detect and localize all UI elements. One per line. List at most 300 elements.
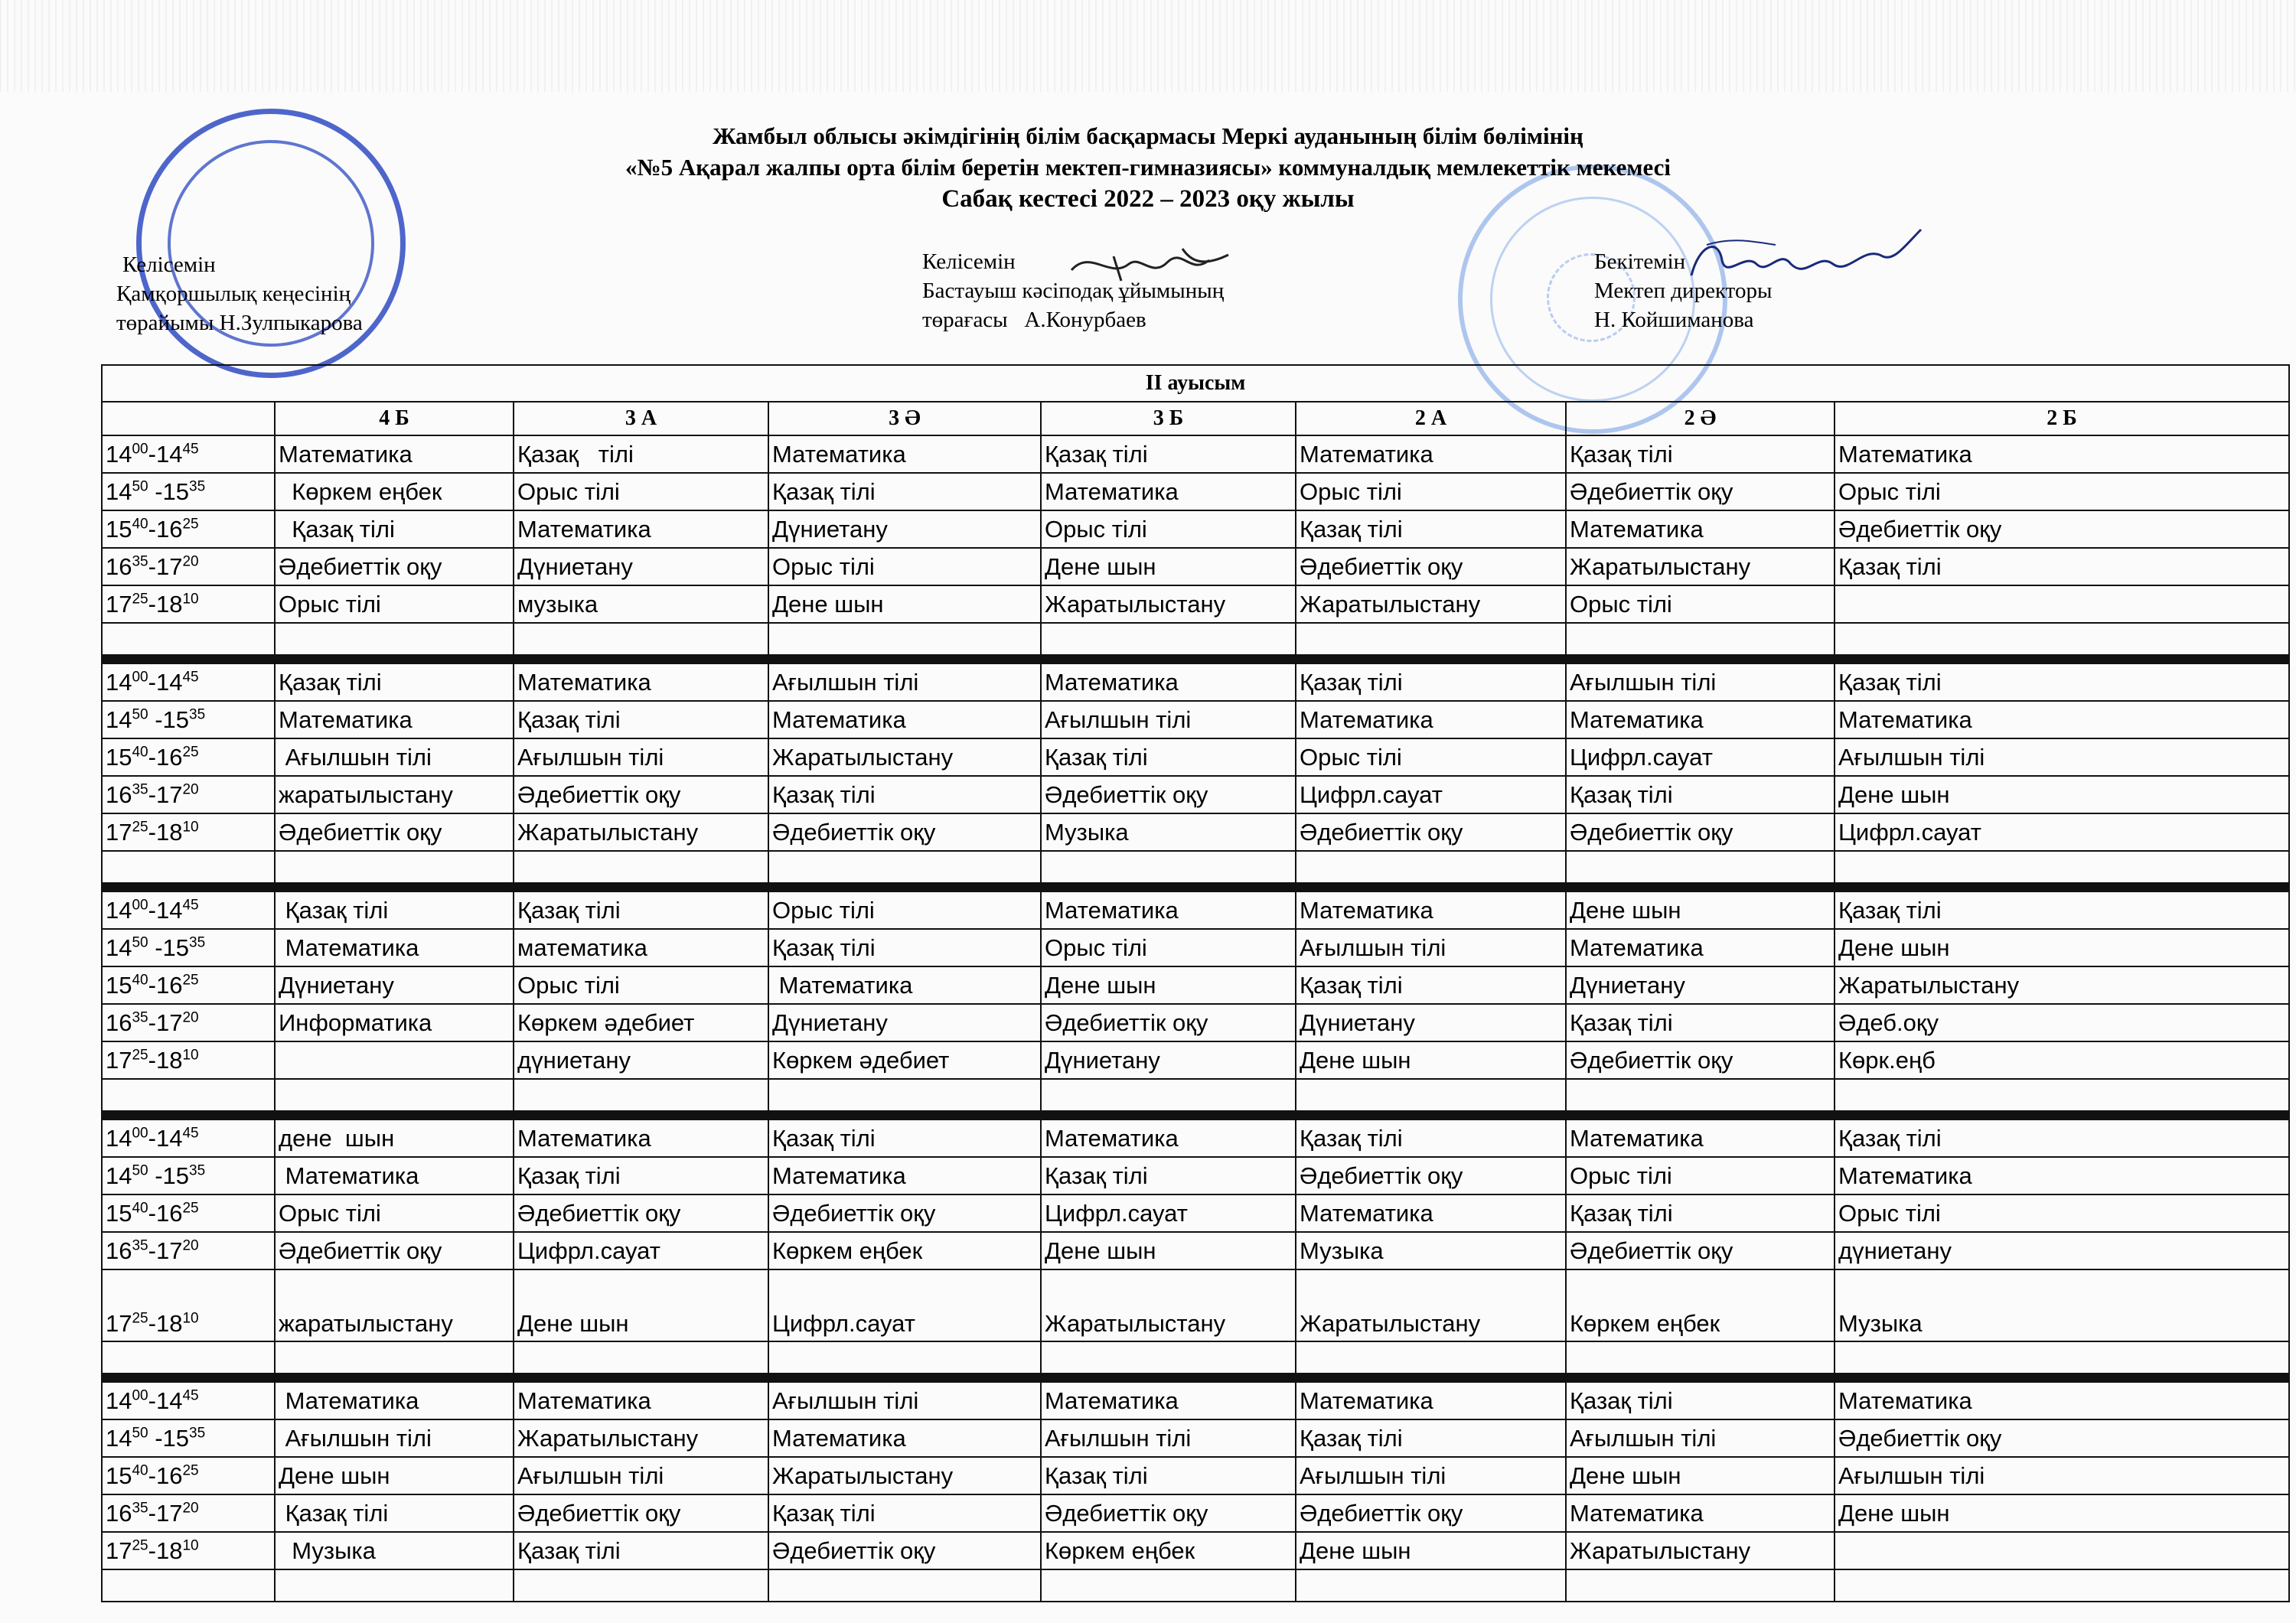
subject-cell: дүниетану: [1835, 1232, 2289, 1269]
subject-cell: Дүниетану: [275, 966, 514, 1004]
subject-cell: Математика: [1566, 1119, 1835, 1157]
subject-cell: Қазақ тілі: [1041, 1157, 1296, 1194]
subject-cell: Математика: [275, 435, 514, 473]
lesson-row: [102, 663, 2289, 701]
center-role-label: төрағасы: [922, 308, 1008, 332]
subject-cell: Дүниетану: [768, 1004, 1041, 1041]
subject-cell: Қазақ тілі: [1566, 1382, 1835, 1419]
timetable-title: Сабақ кестесі 2022 – 2023 оқу жылы: [941, 185, 1355, 213]
subject-cell: Математика: [1835, 1157, 2289, 1194]
subject-cell: Математика: [768, 1419, 1041, 1457]
subject-cell: Жаратылыстану: [1835, 966, 2289, 1004]
right-position-label: Мектеп директоры: [1594, 279, 1773, 303]
class-column-header: 2 Ә: [1566, 402, 1835, 435]
subject-cell: Әдебиеттік оқу: [1041, 776, 1296, 813]
empty-cell: [1566, 851, 1835, 883]
subject-cell: Математика: [768, 1157, 1041, 1194]
empty-cell: [514, 851, 768, 883]
subject-cell: Дене шын: [1296, 1532, 1566, 1569]
timetable: [101, 364, 2290, 1602]
subject-cell: Математика: [514, 1382, 768, 1419]
time-slot-cell: $14^{50}$ $-15^{35}$: [102, 473, 275, 510]
subject-cell: Әдебиеттік оқу: [1296, 548, 1566, 585]
subject-cell: Әдебиеттік оқу: [1835, 510, 2289, 548]
subject-cell: Әдебиеттік оқу: [1041, 1494, 1296, 1532]
subject-cell: Қазақ тілі: [1041, 1457, 1296, 1494]
subject-cell: Қазақ тілі: [768, 1119, 1041, 1157]
subject-cell: Орыс тілі: [768, 548, 1041, 585]
subject-cell: Орыс тілі: [1041, 929, 1296, 966]
subject-cell: Әдебиеттік оқу: [1296, 1157, 1566, 1194]
subject-cell: Дене шын: [1296, 1041, 1566, 1079]
lesson-row: [102, 738, 2289, 776]
time-slot-cell: $14^{50}$ $-15^{35}$: [102, 1157, 275, 1194]
subject-cell: Қазақ тілі: [275, 663, 514, 701]
empty-cell: [275, 851, 514, 883]
subject-cell: Музыка: [275, 1532, 514, 1569]
time-slot-cell: $17^{25}-18^{10}$: [102, 585, 275, 623]
empty-cell: [1041, 1569, 1296, 1602]
subject-cell: Әдебиеттік оқу: [1296, 1494, 1566, 1532]
lesson-row: [102, 1157, 2289, 1194]
class-column-header: 4 Б: [275, 402, 514, 435]
subject-cell: Математика: [1296, 701, 1566, 738]
lesson-row: [102, 813, 2289, 851]
time-slot-cell: $17^{25}-18^{10}$: [102, 1041, 275, 1079]
director-signature-image: [1684, 222, 1929, 298]
time-slot-cell: $14^{50}$ $-15^{35}$: [102, 701, 275, 738]
subject-cell: Цифрл.сауат: [1835, 813, 2289, 851]
time-slot-cell: $15^{40}-16^{25}$: [102, 1457, 275, 1494]
empty-cell: [275, 623, 514, 655]
empty-cell: [102, 1569, 275, 1602]
empty-cell: [1041, 1079, 1296, 1111]
subject-cell: Дене шын: [1835, 1494, 2289, 1532]
subject-cell: Дене шын: [1835, 929, 2289, 966]
subject-cell: Математика: [1041, 891, 1296, 929]
subject-cell: Математика: [1041, 1119, 1296, 1157]
time-slot-cell: $15^{40}-16^{25}$: [102, 510, 275, 548]
subject-cell: Цифрл.сауат: [514, 1232, 768, 1269]
subject-cell: Орыс тілі: [275, 585, 514, 623]
subject-cell: Жаратылыстану: [514, 813, 768, 851]
subject-cell: Математика: [1566, 510, 1835, 548]
empty-cell: [1835, 623, 2289, 655]
subject-cell: Ағылшын тілі: [1041, 701, 1296, 738]
subject-cell: Қазақ тілі: [768, 1494, 1041, 1532]
subject-cell: Әдебиеттік оқу: [768, 1532, 1041, 1569]
subject-cell: дүниетану: [514, 1041, 768, 1079]
time-slot-cell: $17^{25}-18^{10}$: [102, 1532, 275, 1569]
subject-cell: Қазақ тілі: [1566, 435, 1835, 473]
empty-cell: [1041, 1341, 1296, 1374]
subject-cell: Қазақ тілі: [1296, 663, 1566, 701]
subject-cell: Математика: [1835, 701, 2289, 738]
subject-cell: Орыс тілі: [1566, 1157, 1835, 1194]
subject-cell: Математика: [1296, 891, 1566, 929]
subject-cell: Көркем еңбек: [768, 1232, 1041, 1269]
subject-cell: Көркем әдебиет: [514, 1004, 768, 1041]
subject-cell: Ағылшын тілі: [514, 738, 768, 776]
day-separator: [102, 655, 2289, 663]
empty-cell: [1835, 1569, 2289, 1602]
subject-cell: Математика: [768, 701, 1041, 738]
subject-cell: Ағылшын тілі: [1835, 738, 2289, 776]
subject-cell: Көркем еңбек: [1041, 1532, 1296, 1569]
time-slot-cell: $14^{50}$ $-15^{35}$: [102, 929, 275, 966]
empty-cell: [1296, 1079, 1566, 1111]
time-slot-cell: $14^{50}$ $-15^{35}$: [102, 1419, 275, 1457]
subject-cell: Орыс тілі: [1296, 473, 1566, 510]
subject-cell: Ағылшын тілі: [1835, 1457, 2289, 1494]
subject-cell: Қазақ тілі: [514, 701, 768, 738]
time-slot-cell: $14^{00}-14^{45}$: [102, 1119, 275, 1157]
lesson-row: [102, 1457, 2289, 1494]
subject-cell: Қазақ тілі: [1296, 1419, 1566, 1457]
time-slot-cell: $14^{00}-14^{45}$: [102, 1382, 275, 1419]
lesson-row: [102, 1419, 2289, 1457]
subject-cell: Математика: [275, 701, 514, 738]
subject-cell: Орыс тілі: [1835, 473, 2289, 510]
shift-label: II ауысым: [102, 365, 2289, 402]
subject-cell: Математика: [275, 929, 514, 966]
lesson-row: [102, 891, 2289, 929]
subject-cell: Жаратылыстану: [1041, 585, 1296, 623]
subject-cell: математика: [514, 929, 768, 966]
subject-cell: Цифрл.сауат: [1041, 1194, 1296, 1232]
empty-cell: [275, 1079, 514, 1111]
subject-cell: Қазақ тілі: [1296, 510, 1566, 548]
lesson-row: [102, 776, 2289, 813]
subject-cell: Орыс тілі: [1566, 585, 1835, 623]
lesson-row: [102, 1041, 2289, 1079]
lesson-row: [102, 1004, 2289, 1041]
subject-cell: Әдебиеттік оқу: [1566, 813, 1835, 851]
time-slot-cell: $14^{00}-14^{45}$: [102, 663, 275, 701]
subject-cell: Қазақ тілі: [1296, 966, 1566, 1004]
subject-cell: Дене шын: [1041, 1232, 1296, 1269]
class-column-header: 3 Б: [1041, 402, 1296, 435]
empty-row: [102, 623, 2289, 655]
class-column-header: 2 А: [1296, 402, 1566, 435]
subject-cell: Қазақ тілі: [275, 1494, 514, 1532]
subject-cell: Математика: [514, 1119, 768, 1157]
subject-cell: Математика: [1566, 701, 1835, 738]
empty-row: [102, 1341, 2289, 1374]
subject-cell: Ағылшын тілі: [275, 738, 514, 776]
subject-cell: Орыс тілі: [1041, 510, 1296, 548]
subject-cell: Әдебиеттік оқу: [1566, 473, 1835, 510]
empty-cell: [1566, 1569, 1835, 1602]
subject-cell: Математика: [1566, 929, 1835, 966]
time-slot-cell: $15^{40}-16^{25}$: [102, 1194, 275, 1232]
subject-cell: Орыс тілі: [514, 966, 768, 1004]
subject-cell: Орыс тілі: [275, 1194, 514, 1232]
empty-cell: [514, 1569, 768, 1602]
lesson-row: [102, 473, 2289, 510]
subject-cell: Музыка: [1041, 813, 1296, 851]
class-column-header: 3 Ә: [768, 402, 1041, 435]
empty-cell: [768, 1079, 1041, 1111]
subject-cell: Қазақ тілі: [514, 435, 768, 473]
subject-cell: Дене шын: [1041, 966, 1296, 1004]
subject-cell: Ағылшын тілі: [514, 1457, 768, 1494]
subject-cell: Ағылшын тілі: [1041, 1419, 1296, 1457]
subject-cell: Цифрл.сауат: [1296, 776, 1566, 813]
subject-cell: Дене шын: [1835, 776, 2289, 813]
empty-cell: [514, 1341, 768, 1374]
empty-cell: [1566, 1341, 1835, 1374]
time-slot-cell: $14^{00}-14^{45}$: [102, 435, 275, 473]
subject-cell: Математика: [1041, 663, 1296, 701]
time-slot-cell: $17^{25}-18^{10}$: [102, 1269, 275, 1341]
subject-cell: [1835, 1532, 2289, 1569]
subject-cell: Әдебиеттік оқу: [275, 1232, 514, 1269]
subject-cell: Орыс тілі: [1296, 738, 1566, 776]
empty-cell: [102, 623, 275, 655]
subject-cell: Дене шын: [514, 1269, 768, 1341]
day-separator: [102, 883, 2289, 891]
subject-cell: Қазақ тілі: [768, 473, 1041, 510]
subject-cell: Математика: [1835, 1382, 2289, 1419]
right-approve-label: Бекітемін: [1594, 249, 1686, 274]
subject-cell: Цифрл.сауат: [768, 1269, 1041, 1341]
time-slot-cell: $14^{00}-14^{45}$: [102, 891, 275, 929]
subject-cell: Математика: [1296, 1382, 1566, 1419]
subject-cell: дене шын: [275, 1119, 514, 1157]
lesson-row: [102, 585, 2289, 623]
empty-cell: [768, 1341, 1041, 1374]
subject-cell: Қазақ тілі: [768, 929, 1041, 966]
time-slot-cell: $16^{35}-17^{20}$: [102, 1494, 275, 1532]
subject-cell: Математика: [1041, 473, 1296, 510]
subject-cell: Дүниетану: [1296, 1004, 1566, 1041]
subject-cell: Математика: [275, 1157, 514, 1194]
subject-cell: Қазақ тілі: [1296, 1119, 1566, 1157]
left-agree-label: Келісемін: [122, 253, 216, 277]
center-agree-label: Келісемін: [922, 249, 1016, 274]
subject-cell: Дене шын: [275, 1457, 514, 1494]
empty-cell: [275, 1341, 514, 1374]
subject-cell: Музыка: [1296, 1232, 1566, 1269]
subject-cell: Математика: [275, 1382, 514, 1419]
lesson-row: [102, 548, 2289, 585]
lesson-row: [102, 1119, 2289, 1157]
subject-cell: Жаратылыстану: [768, 738, 1041, 776]
empty-cell: [1566, 623, 1835, 655]
subject-cell: Ағылшын тілі: [768, 663, 1041, 701]
subject-cell: Орыс тілі: [514, 473, 768, 510]
empty-row: [102, 851, 2289, 883]
subject-cell: Әдебиеттік оқу: [768, 1194, 1041, 1232]
subject-cell: Дүниетану: [768, 510, 1041, 548]
empty-cell: [1296, 851, 1566, 883]
subject-cell: Қазақ тілі: [275, 891, 514, 929]
subject-cell: Орыс тілі: [768, 891, 1041, 929]
subject-cell: Дүниетану: [1566, 966, 1835, 1004]
time-slot-cell: $16^{35}-17^{20}$: [102, 776, 275, 813]
class-column-header: 3 А: [514, 402, 768, 435]
subject-cell: Қазақ тілі: [1566, 1194, 1835, 1232]
day-separator: [102, 1111, 2289, 1119]
left-position-label: Қамқоршылық кеңесінің: [116, 282, 351, 306]
lesson-row: [102, 435, 2289, 473]
lesson-row: [102, 929, 2289, 966]
subject-cell: Ағылшын тілі: [275, 1419, 514, 1457]
subject-cell: Математика: [1835, 435, 2289, 473]
lesson-row: [102, 1532, 2289, 1569]
class-column-header: 2 Б: [1835, 402, 2289, 435]
subject-cell: Математика: [514, 663, 768, 701]
time-slot-cell: $15^{40}-16^{25}$: [102, 738, 275, 776]
subject-cell: Қазақ тілі: [1835, 1119, 2289, 1157]
subject-cell: Әдебиеттік оқу: [1296, 813, 1566, 851]
subject-cell: Математика: [768, 966, 1041, 1004]
subject-cell: Дүниетану: [1041, 1041, 1296, 1079]
empty-row: [102, 1569, 2289, 1602]
subject-cell: Қазақ тілі: [1041, 435, 1296, 473]
lesson-row: [102, 510, 2289, 548]
lesson-row: [102, 701, 2289, 738]
subject-cell: Әдебиеттік оқу: [514, 1194, 768, 1232]
empty-cell: [514, 623, 768, 655]
subject-cell: Математика: [1566, 1494, 1835, 1532]
subject-cell: Жаратылыстану: [1296, 1269, 1566, 1341]
empty-cell: [275, 1569, 514, 1602]
empty-cell: [1566, 1079, 1835, 1111]
subject-cell: Ағылшын тілі: [1566, 1419, 1835, 1457]
subject-cell: Әдебиеттік оқу: [275, 813, 514, 851]
center-signature-image: [1068, 233, 1236, 295]
subject-cell: Математика: [1041, 1382, 1296, 1419]
time-column-header: [102, 402, 275, 435]
subject-cell: Қазақ тілі: [1835, 891, 2289, 929]
subject-cell: Музыка: [1835, 1269, 2289, 1341]
empty-cell: [102, 1079, 275, 1111]
subject-cell: Әдебиеттік оқу: [514, 1494, 768, 1532]
subject-cell: Әдебиеттік оқу: [1566, 1041, 1835, 1079]
time-slot-cell: $16^{35}-17^{20}$: [102, 1232, 275, 1269]
subject-cell: Математика: [768, 435, 1041, 473]
time-slot-cell: $16^{35}-17^{20}$: [102, 1004, 275, 1041]
empty-cell: [768, 851, 1041, 883]
subject-cell: Көркем еңбек: [275, 473, 514, 510]
subject-cell: Әдебиеттік оқу: [1041, 1004, 1296, 1041]
subject-cell: Ағылшын тілі: [1296, 929, 1566, 966]
lesson-row: [102, 1382, 2289, 1419]
empty-cell: [102, 1341, 275, 1374]
subject-cell: Көркем әдебиет: [768, 1041, 1041, 1079]
subject-cell: жаратылыстану: [275, 1269, 514, 1341]
subject-cell: Орыс тілі: [1835, 1194, 2289, 1232]
subject-cell: Қазақ тілі: [1835, 663, 2289, 701]
subject-cell: Жаратылыстану: [1566, 548, 1835, 585]
subject-cell: Дүниетану: [514, 548, 768, 585]
empty-row: [102, 1079, 2289, 1111]
subject-cell: Қазақ тілі: [514, 1532, 768, 1569]
empty-cell: [768, 623, 1041, 655]
subject-cell: Әдебиеттік оқу: [514, 776, 768, 813]
subject-cell: Дене шын: [1041, 548, 1296, 585]
subject-cell: Қазақ тілі: [768, 776, 1041, 813]
subject-cell: Қазақ тілі: [514, 891, 768, 929]
empty-cell: [1041, 851, 1296, 883]
subject-cell: Әдебиеттік оқу: [275, 548, 514, 585]
subject-cell: Ағылшын тілі: [1296, 1457, 1566, 1494]
empty-cell: [1296, 1569, 1566, 1602]
empty-cell: [768, 1569, 1041, 1602]
subject-cell: музыка: [514, 585, 768, 623]
subject-cell: Қазақ тілі: [1041, 738, 1296, 776]
subject-cell: [1835, 585, 2289, 623]
subject-cell: Әдебиеттік оқу: [768, 813, 1041, 851]
empty-cell: [1296, 1341, 1566, 1374]
scan-noise: [0, 0, 2296, 92]
subject-cell: Көрк.еңб: [1835, 1041, 2289, 1079]
empty-cell: [514, 1079, 768, 1111]
time-slot-cell: $16^{35}-17^{20}$: [102, 548, 275, 585]
lesson-row: [102, 1194, 2289, 1232]
signature-block-left: [116, 250, 363, 337]
time-slot-cell: $17^{25}-18^{10}$: [102, 813, 275, 851]
empty-cell: [102, 851, 275, 883]
subject-cell: Қазақ тілі: [1566, 1004, 1835, 1041]
center-position-label: Бастауыш кәсіподақ ұйымының: [922, 279, 1225, 303]
subject-cell: Әдеб.оқу: [1835, 1004, 2289, 1041]
empty-cell: [1041, 623, 1296, 655]
subject-cell: Дене шын: [1566, 1457, 1835, 1494]
time-slot-cell: $15^{40}-16^{25}$: [102, 966, 275, 1004]
empty-cell: [1296, 623, 1566, 655]
subject-cell: Дене шын: [1566, 891, 1835, 929]
subject-cell: Цифрл.сауат: [1566, 738, 1835, 776]
subject-cell: Жаратылыстану: [514, 1419, 768, 1457]
lesson-row: [102, 966, 2289, 1004]
day-separator: [102, 1374, 2289, 1382]
center-name-label: А.Конурбаев: [1024, 308, 1146, 332]
subject-cell: Жаратылыстану: [1566, 1532, 1835, 1569]
lesson-row: [102, 1232, 2289, 1269]
subject-cell: Қазақ тілі: [1566, 776, 1835, 813]
subject-cell: Қазақ тілі: [1835, 548, 2289, 585]
subject-cell: Ағылшын тілі: [768, 1382, 1041, 1419]
header-line-1: Жамбыл облысы әкімдігінің білім басқармасы Меркі ауданының білім бөлімінің: [713, 122, 1583, 149]
subject-cell: Жаратылыстану: [768, 1457, 1041, 1494]
subject-cell: Математика: [514, 510, 768, 548]
subject-cell: Дене шын: [768, 585, 1041, 623]
empty-cell: [1835, 851, 2289, 883]
subject-cell: [275, 1041, 514, 1079]
subject-cell: Әдебиеттік оқу: [1835, 1419, 2289, 1457]
subject-cell: Әдебиеттік оқу: [1566, 1232, 1835, 1269]
subject-cell: Жаратылыстану: [1296, 585, 1566, 623]
header-line-2: «№5 Ақарал жалпы орта білім беретін мектеп-гимназиясы» коммуналдық мемлекеттік мекемесі: [625, 154, 1671, 181]
lesson-row: [102, 1494, 2289, 1532]
subject-cell: Жаратылыстану: [1041, 1269, 1296, 1341]
empty-cell: [1835, 1079, 2289, 1111]
subject-cell: Қазақ тілі: [275, 510, 514, 548]
subject-cell: Қазақ тілі: [514, 1157, 768, 1194]
left-name-label: төрайымы Н.Зулпыкарова: [116, 311, 363, 335]
empty-cell: [1835, 1341, 2289, 1374]
subject-cell: Математика: [1296, 435, 1566, 473]
subject-cell: Көркем еңбек: [1566, 1269, 1835, 1341]
subject-cell: Ағылшын тілі: [1566, 663, 1835, 701]
subject-cell: Математика: [1296, 1194, 1566, 1232]
right-name-label: Н. Койшиманова: [1594, 308, 1754, 332]
subject-cell: Информатика: [275, 1004, 514, 1041]
subject-cell: жаратылыстану: [275, 776, 514, 813]
